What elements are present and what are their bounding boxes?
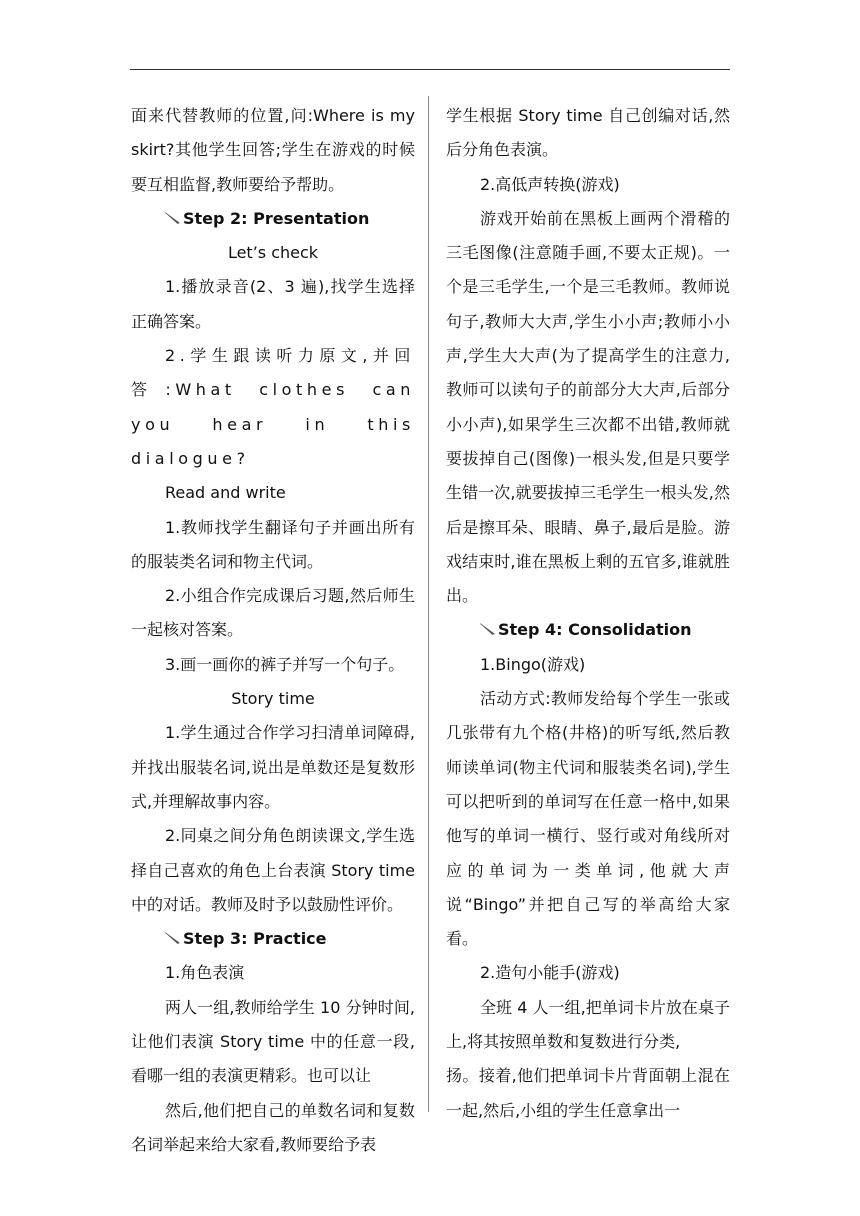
paragraph	[131, 339, 415, 476]
paragraph: 游戏开始前在黑板上画两个滑稽的三毛图像(注意随手画,不要太正规)。一个是三毛学生,一个是三毛教师。教师说句子,教师大大声,学生小小声;教师小小声,学生大大声(为了提高学生的注意力,教师可以读句子的前部分大大声,后部分小小声),如果学生三次都不出错,教师就要拔掉自己(图像)一根头发,但是只要学生错一次,就要拔掉三毛学生一根头发,然后是擦耳朵、眼睛、鼻子,最后是脸。游戏结束时,谁在黑板上剩的五官多,谁就胜出。	[446, 208, 730, 606]
paragraph: 3.画一画你的裤子并写一个句子。	[165, 654, 405, 674]
section-subtitle: Let’s check	[227, 243, 319, 263]
paragraph: 2.造句小能手(游戏)	[480, 963, 620, 983]
quill-pen-icon	[479, 622, 497, 636]
paragraph: 1.学生通过合作学习扫清单词障碍,并找出服装名词,说出是单数还是复数形式,并理解故事内容。	[131, 723, 415, 811]
paragraph: 活动方式:教师发给每个学生一张或几张带有九个格(井格)的听写纸,然后教师读单词(物主代词和服装类名词),学生可以把听到的单词写在任意一格中,如果他写的单词一横行、竖行或对角线所对应的单词为一类单词,他就大声说“Bingo”并把自己写的举高给大家看。	[446, 689, 730, 949]
paragraph: 扬。接着,他们把单词卡片背面朝上混在一起,然后,小组的学生任意拿出一	[446, 1066, 730, 1120]
step-heading	[446, 613, 730, 647]
header-rule	[130, 69, 730, 70]
paragraph: 学生根据 Story time 自己创编对话,然后分角色表演。	[446, 106, 730, 160]
paragraph: 面来代替教师的位置,问:Where is my skirt?其他学生回答;学生在游戏的时候要互相监督,教师要给予帮助。	[131, 106, 415, 194]
step-heading	[131, 922, 415, 956]
column-divider	[428, 96, 429, 1112]
paragraph: 两人一组,教师给学生 10 分钟时间,让他们表演 Story time 中的任意一段,看哪一组的表演更精彩。也可以让	[131, 997, 415, 1086]
paragraph: 2.小组合作完成课后习题,然后师生一起核对答案。	[131, 586, 415, 640]
paragraph: 1.角色表演	[165, 963, 245, 983]
quill-pen-icon	[164, 931, 182, 945]
paragraph: 1.Bingo(游戏)	[480, 654, 586, 674]
step-heading	[131, 202, 415, 236]
paragraph-text: 2.学生跟读听力原文,并回答:What clothes can you hear in this dialogue?	[131, 346, 415, 468]
paragraph: 2.同桌之间分角色朗读课文,学生选择自己喜欢的角色上台表演 Story time 中的对话。教师及时予以鼓励性评价。	[131, 826, 415, 914]
paragraph: 然后,他们把自己的单数名词和复数名词举起来给大家看,教师要给予表	[131, 1100, 415, 1154]
paragraph: 全班 4 人一组,把单词卡片放在桌子上,将其按照单数和复数进行分类,	[446, 997, 730, 1052]
step-heading-label: Step 3: Practice	[183, 929, 327, 949]
paragraph: 1.教师找学生翻译句子并画出所有的服装类名词和物主代词。	[131, 517, 415, 571]
left-column	[131, 99, 415, 1162]
quill-pen-icon	[164, 211, 182, 225]
step-heading-label: Step 2: Presentation	[183, 208, 370, 228]
section-subtitle: Read and write	[165, 483, 286, 503]
section-subtitle: Story time	[231, 689, 315, 709]
paragraph: 1.播放录音(2、3 遍),找学生选择正确答案。	[131, 277, 415, 331]
step-heading-label: Step 4: Consolidation	[498, 620, 692, 640]
paragraph: 2.高低声转换(游戏)	[480, 174, 620, 194]
right-column	[446, 99, 730, 1128]
